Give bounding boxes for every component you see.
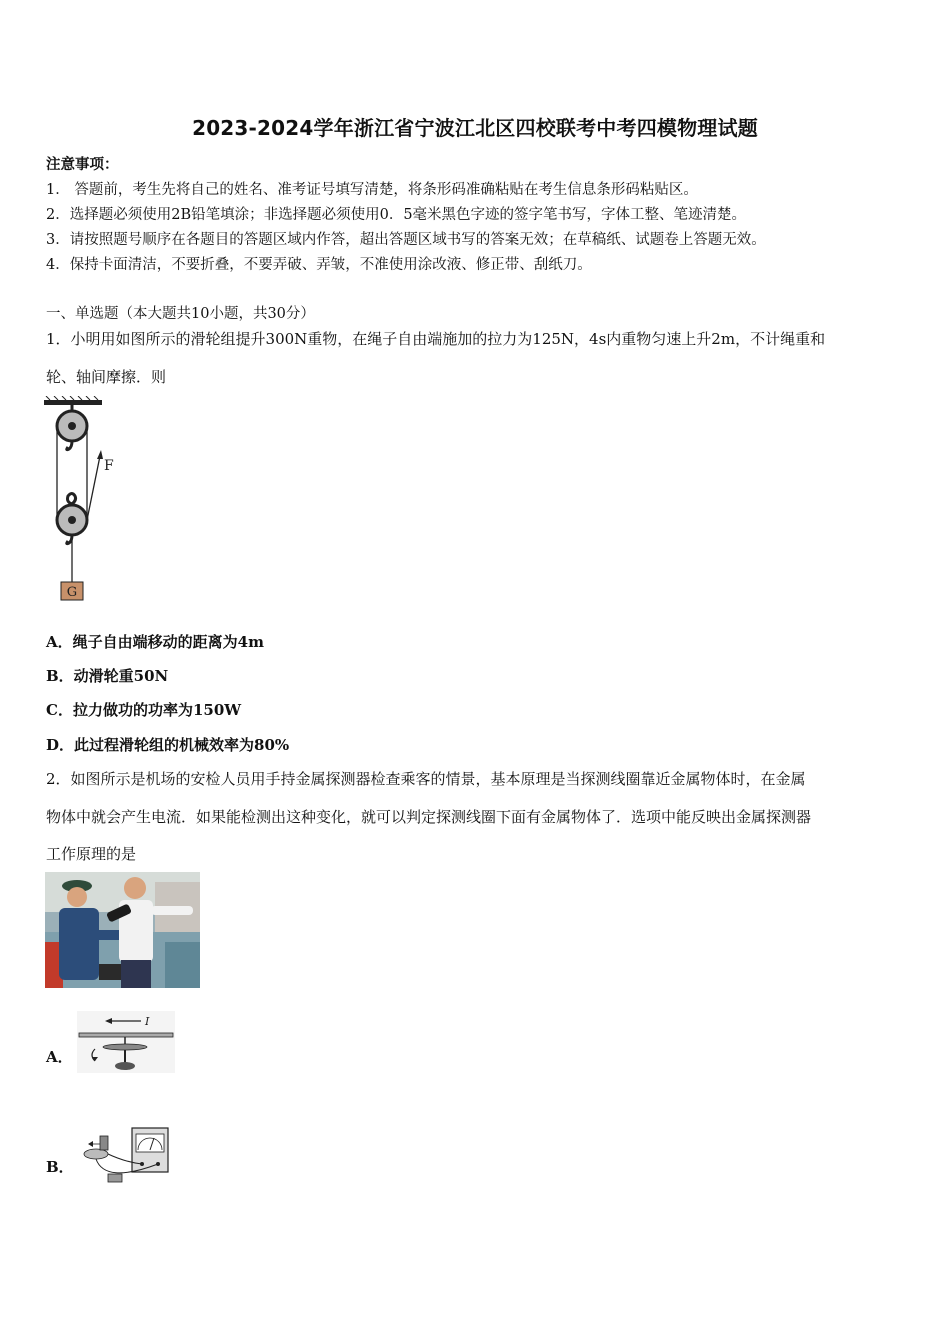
q2-text-line3: 工作原理的是 [46, 845, 137, 863]
notice-item-2: 2．选择题必须使用2B铅笔填涂；非选择题必须使用0．5毫米黑色字迹的签字笔书写，字体工整、笔迹清楚。 [46, 207, 747, 223]
galvanometer [132, 1128, 168, 1172]
movable-pulley [57, 505, 87, 535]
q1-text-line2: 轮、轴间摩擦．则 [46, 368, 167, 386]
q1-option-c[interactable]: C．拉力做功的功率为150W [46, 701, 242, 719]
q1-text-line1: 1．小明用如图所示的滑轮组提升300N重物，在绳子自由端施加的拉力为125N，4s内重物匀速上升2m，不计绳重和 [46, 330, 826, 348]
notice-heading: 注意事项： [46, 156, 119, 173]
ropes [57, 426, 103, 582]
q2-option-a-label[interactable]: A． [46, 1048, 73, 1066]
notice-item-1: 1． 答题前，考生先将自己的姓名、准考证号填写清楚，将条形码准确粘贴在考生信息条形码粘贴区。 [46, 182, 698, 198]
q1-option-d[interactable]: D．此过程滑轮组的机械效率为80% [46, 736, 290, 754]
force-label: F [104, 458, 114, 474]
ceiling-beam [44, 396, 102, 405]
security-check-photo [45, 872, 200, 988]
page-title: 2023-2024学年浙江省宁波江北区四校联考中考四模物理试题 [192, 116, 758, 140]
current-label: I [145, 1015, 150, 1028]
pulley-system-figure [40, 396, 130, 606]
q2-option-b-label[interactable]: B． [46, 1158, 74, 1176]
weight-block [61, 582, 83, 600]
q1-option-b[interactable]: B．动滑轮重50N [46, 667, 169, 685]
q1-option-a[interactable]: A．绳子自由端移动的距离为4m [46, 633, 264, 651]
q2-text-line1: 2．如图所示是机场的安检人员用手持金属探测器检查乘客的情景，基本原理是当探测线圈靠近金属物体时，在金属 [46, 770, 806, 788]
section-heading: 一、单选题（本大题共10小题，共30分） [46, 306, 315, 322]
q2-option-a-figure[interactable] [77, 1011, 175, 1073]
fixed-pulley [57, 411, 87, 441]
q2-text-line2: 物体中就会产生电流．如果能检测出这种变化，就可以判定探测线圈下面有金属物体了．选项中能反映出金属探测器 [46, 808, 812, 826]
notice-item-3: 3．请按照题号顺序在各题目的答题区域内作答，超出答题区域书写的答案无效；在草稿纸、试题卷上答题无效。 [46, 232, 766, 248]
notice-item-4: 4．保持卡面清洁，不要折叠，不要弄破、弄皱，不准使用涂改液、修正带、刮纸刀。 [46, 257, 592, 273]
q2-option-b-figure[interactable] [80, 1126, 172, 1188]
weight-label: G [66, 585, 78, 600]
